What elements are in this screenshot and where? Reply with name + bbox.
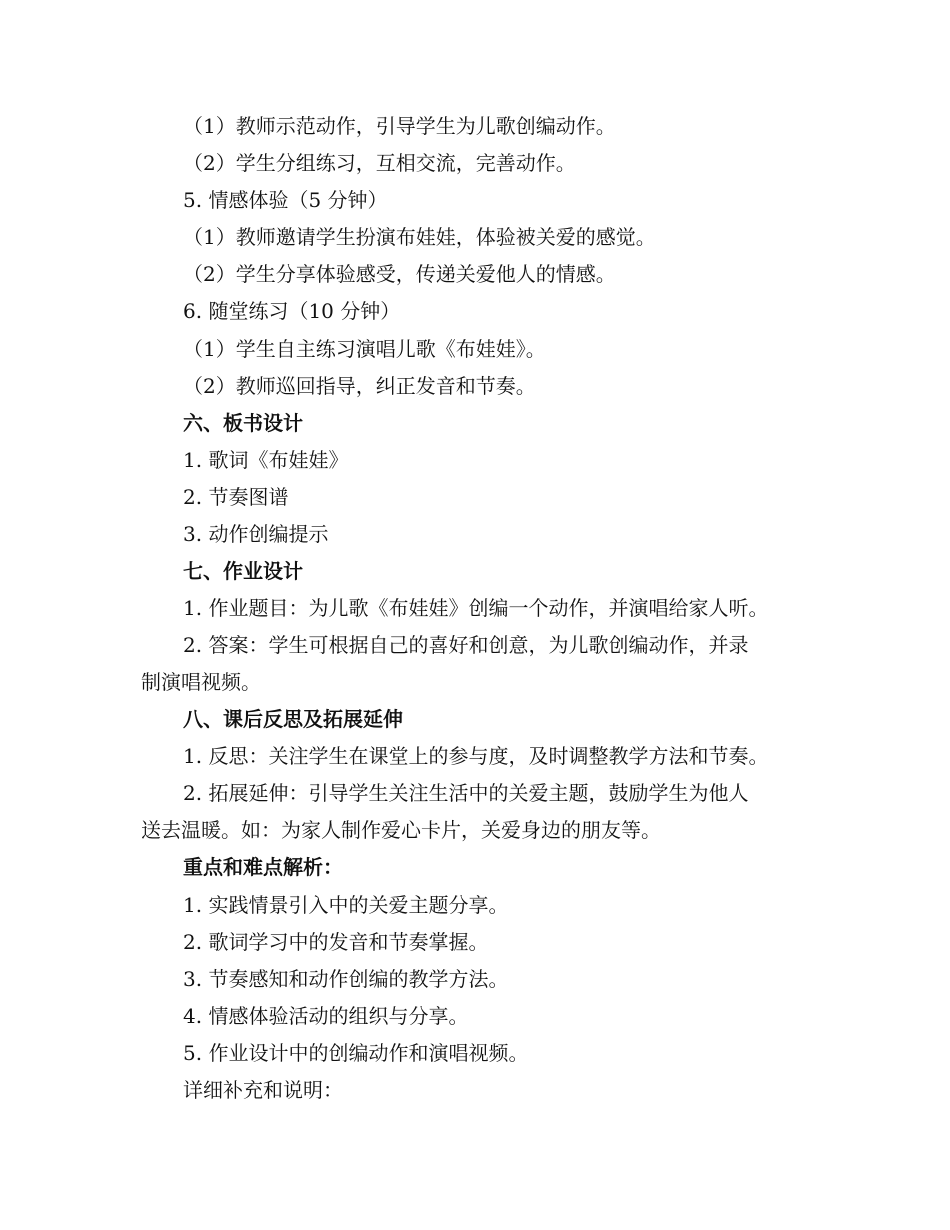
list-item: 2. 节奏图谱 bbox=[183, 485, 289, 509]
list-item: 1. 实践情景引入中的关爱主题分享。 bbox=[183, 893, 509, 917]
text-line: （1）学生自主练习演唱儿歌《布娃娃》。 bbox=[183, 337, 546, 361]
heading-homework-design: 七、作业设计 bbox=[183, 559, 303, 583]
list-item: 3. 动作创编提示 bbox=[183, 522, 329, 546]
list-item: 2. 拓展延伸：引导学生关注生活中的关爱主题，鼓励学生为他人 bbox=[183, 781, 749, 805]
list-item: 4. 情感体验活动的组织与分享。 bbox=[183, 1004, 469, 1028]
text-line: （2）学生分组练习，互相交流，完善动作。 bbox=[183, 151, 576, 175]
heading-blackboard-design: 六、板书设计 bbox=[183, 411, 303, 435]
text-line: （1）教师示范动作，引导学生为儿歌创编动作。 bbox=[183, 114, 616, 138]
list-item: 1. 反思：关注学生在课堂上的参与度，及时调整教学方法和节奏。 bbox=[183, 744, 769, 768]
list-item: 1. 歌词《布娃娃》 bbox=[183, 448, 349, 472]
text-line: （1）教师邀请学生扮演布娃娃，体验被关爱的感觉。 bbox=[183, 225, 656, 249]
heading-key-points: 重点和难点解析： bbox=[183, 855, 343, 879]
text-line: （2）教师巡回指导，纠正发音和节奏。 bbox=[183, 374, 536, 398]
list-item: 2. 歌词学习中的发音和节奏掌握。 bbox=[183, 930, 489, 954]
text-line: （2）学生分享体验感受，传递关爱他人的情感。 bbox=[183, 262, 616, 286]
list-item: 3. 节奏感知和动作创编的教学方法。 bbox=[183, 967, 509, 991]
list-item-continuation: 制演唱视频。 bbox=[141, 670, 261, 694]
text-line: 详细补充和说明： bbox=[183, 1078, 343, 1102]
section-heading: 6. 随堂练习（10 分钟） bbox=[183, 299, 401, 323]
list-item: 5. 作业设计中的创编动作和演唱视频。 bbox=[183, 1041, 529, 1065]
list-item: 1. 作业题目：为儿歌《布娃娃》创编一个动作，并演唱给家人听。 bbox=[183, 596, 769, 620]
heading-reflection: 八、课后反思及拓展延伸 bbox=[183, 707, 403, 731]
list-item: 2. 答案：学生可根据自己的喜好和创意，为儿歌创编动作，并录 bbox=[183, 633, 749, 657]
list-item-continuation: 送去温暖。如：为家人制作爱心卡片，关爱身边的朋友等。 bbox=[141, 818, 661, 842]
section-heading: 5. 情感体验（5 分钟） bbox=[183, 188, 388, 212]
